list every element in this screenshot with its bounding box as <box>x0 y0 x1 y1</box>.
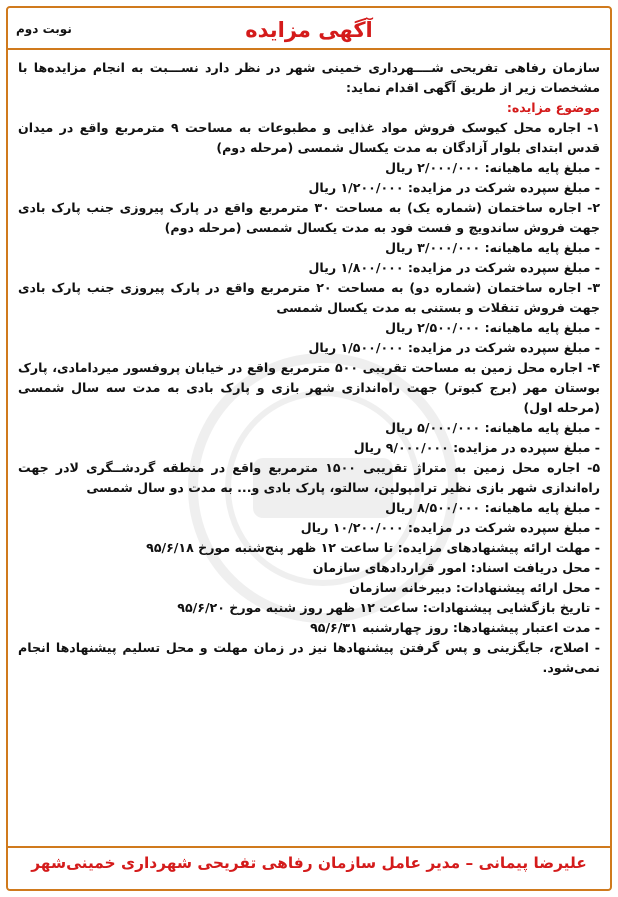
condition-amendment: - اصلاح، جایگزینی و پس گرفتن پیشنهادها نیز در زمان مهلت و محل تسلیم پیشنهادها انجام نمی‌شود. <box>18 640 600 675</box>
title-divider <box>8 48 610 50</box>
auction-item <box>18 358 600 458</box>
item-title: ۱- اجاره محل کیوسک فروش مواد غذایی و مطبوعات به مساحت ۹ مترمربع واقع در میدان قدس ابتدای بلوار آزادگان به مدت یکسال شمسی (مرحله دوم) <box>18 120 600 155</box>
round-label: نوبت دوم <box>16 22 72 36</box>
announcement-body <box>18 58 600 678</box>
auction-item <box>18 198 600 278</box>
item-monthly-price: - مبلغ پایه ماهیانه: ۸/۵۰۰/۰۰۰ ریال <box>385 500 600 515</box>
condition-submission: - محل ارائه پیشنهادات: دبیرخانه سازمان <box>349 580 600 595</box>
item-deposit: - مبلغ سپرده شرکت در مزایده: ۱/۸۰۰/۰۰۰ ریال <box>308 260 600 275</box>
item-monthly-price: - مبلغ پایه ماهیانه: ۲/۰۰۰/۰۰۰ ریال <box>385 160 600 175</box>
item-title: ۳- اجاره ساختمان (شماره دو) به مساحت ۲۰ مترمربع واقع در پارک پیروزی جنب پارک بادی جهت فروش تنقلات و بستنی به مدت یکسال شمسی <box>18 280 600 315</box>
condition-documents: - محل دریافت اسناد: امور قراردادهای سازمان <box>312 560 600 575</box>
footer-divider <box>8 846 610 848</box>
header <box>8 18 610 56</box>
item-title: ۴- اجاره محل زمین به مساحت تقریبی ۵۰۰ مترمربع واقع در خیابان پروفسور میردامادی، پارک بوستان مهر (برج کبوتر) جهت راه‌اندازی شهر بازی و پارک بادی به مدت سه سال شمسی (مرحله اول) <box>18 360 601 415</box>
subject-label: موضوع مزایده: <box>506 100 600 115</box>
page-title: آگهی مزایده <box>245 18 373 42</box>
auction-item <box>18 458 600 538</box>
item-monthly-price: - مبلغ پایه ماهیانه: ۲/۵۰۰/۰۰۰ ریال <box>385 320 600 335</box>
auction-item <box>18 278 600 358</box>
auction-item <box>18 118 600 198</box>
condition-validity: - مدت اعتبار پیشنهادها: روز چهارشنبه ۹۵/۶/۳۱ <box>310 620 600 635</box>
item-monthly-price: - مبلغ پایه ماهیانه: ۳/۰۰۰/۰۰۰ ریال <box>385 240 600 255</box>
item-deposit: - مبلغ سپرده در مزایده: ۹/۰۰۰/۰۰۰ ریال <box>353 440 600 455</box>
item-deposit: - مبلغ سپرده شرکت در مزایده: ۱/۲۰۰/۰۰۰ ریال <box>308 180 600 195</box>
advertisement-frame <box>6 6 612 891</box>
item-title: ۲- اجاره ساختمان (شماره یک) به مساحت ۳۰ مترمربع واقع در پارک پیروزی جنب پارک بادی جهت فروش ساندویچ و فست فود به مدت یکسال شمسی (مرحله دوم) <box>18 200 601 235</box>
condition-opening: - تاریخ بازگشایی پیشنهادات: ساعت ۱۲ ظهر روز شنبه مورخ ۹۵/۶/۲۰ <box>177 600 600 615</box>
item-deposit: - مبلغ سپرده شرکت در مزایده: ۱/۵۰۰/۰۰۰ ریال <box>308 340 600 355</box>
signature: علیرضا پیمانی – مدیر عامل سازمان رفاهی تفریحی شهرداری خمینی‌شهر <box>31 854 587 872</box>
item-title: ۵- اجاره محل زمین به متراژ تقریبی ۱۵۰۰ مترمربع واقع در منطقه گردشــگری لادر جهت راه‌اندازی شهر بازی نظیر ترامپولین، سالتو، پارک بادی و... به مدت دو سال شمسی <box>18 460 600 495</box>
intro-text: سازمان رفاهی تفریحی شــــهرداری خمینی شهر در نظر دارد نســـبت به انجام مزایده‌ها با مشخصات زیر از طریق آگهی اقدام نماید: <box>18 60 600 95</box>
item-deposit: - مبلغ سپرده شرکت در مزایده: ۱۰/۲۰۰/۰۰۰ ریال <box>300 520 600 535</box>
item-monthly-price: - مبلغ پایه ماهیانه: ۵/۰۰۰/۰۰۰ ریال <box>385 420 600 435</box>
condition-deadline: - مهلت ارائه پیشنهادهای مزایده: تا ساعت ۱۲ ظهر پنج‌شنبه مورخ ۹۵/۶/۱۸ <box>146 540 600 555</box>
